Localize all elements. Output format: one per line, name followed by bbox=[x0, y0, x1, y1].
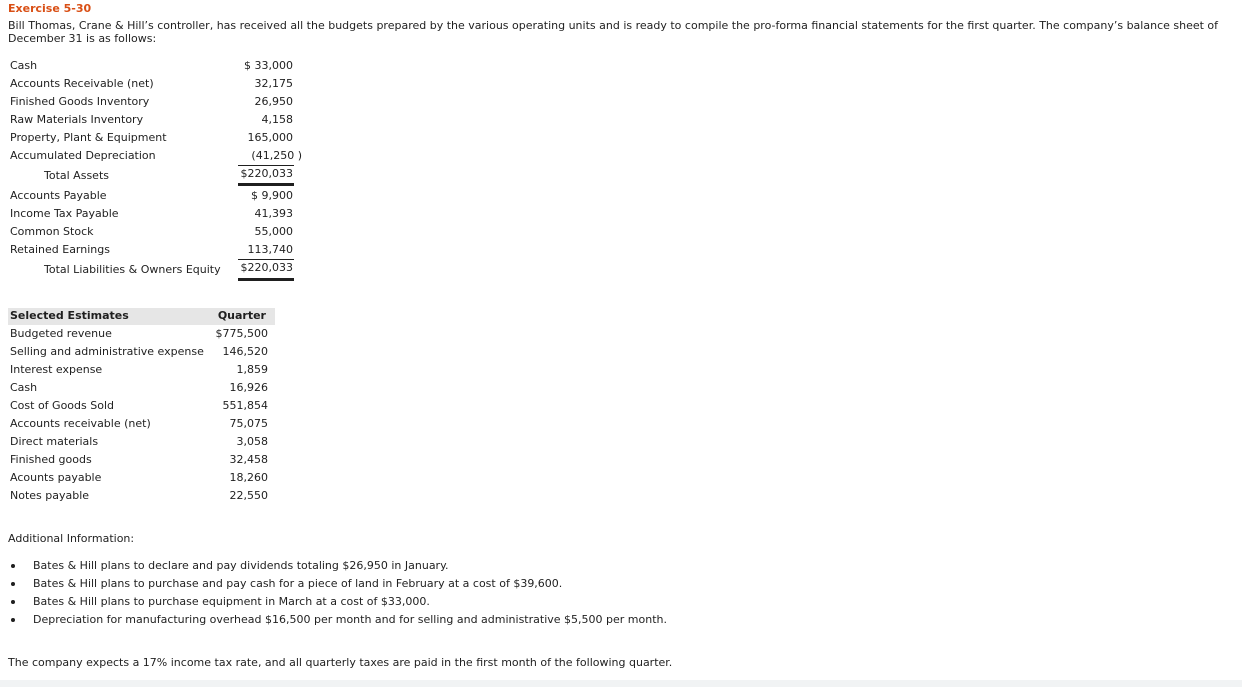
estimate-value: 1,859 bbox=[236, 363, 268, 376]
bs-value-total-liab: $220,033 bbox=[240, 261, 293, 274]
bs-value-accum-dep: (41,250 ) bbox=[251, 149, 302, 162]
estimate-value: $775,500 bbox=[215, 327, 268, 340]
bullet-icon bbox=[11, 582, 15, 586]
bs-label-total-liab: Total Liabilities & Owners Equity bbox=[44, 263, 221, 276]
estimates-header-value: Quarter bbox=[217, 309, 266, 322]
double-underline bbox=[238, 183, 294, 186]
bs-label-fg: Finished Goods Inventory bbox=[10, 95, 150, 108]
estimate-label: Selling and administrative expense bbox=[10, 345, 204, 358]
bullet-icon bbox=[11, 600, 15, 604]
bs-value-ppe: 165,000 bbox=[247, 131, 293, 144]
bs-label-cs: Common Stock bbox=[10, 225, 94, 238]
estimate-label: Budgeted revenue bbox=[10, 327, 112, 340]
bs-label-itp: Income Tax Payable bbox=[10, 207, 119, 220]
estimate-label: Direct materials bbox=[10, 435, 99, 448]
estimate-value: 32,458 bbox=[229, 453, 268, 466]
bs-value-ar: 32,175 bbox=[254, 77, 293, 90]
bs-value-cs: 55,000 bbox=[254, 225, 293, 238]
estimate-value: 18,260 bbox=[229, 471, 268, 484]
bs-value-rm: 4,158 bbox=[261, 113, 293, 126]
bs-label-rm: Raw Materials Inventory bbox=[10, 113, 144, 126]
intro-paragraph: Bill Thomas, Crane & Hill’s controller, has received all the budgets prepared by the various operating units and is ready to compile the pro-forma financial statements for the first quarter. The company’s balance sheet of December 31 is as follows: bbox=[8, 19, 1219, 45]
bs-value-cash: $ 33,000 bbox=[244, 59, 293, 72]
page-bottom-bar bbox=[0, 680, 1242, 687]
bs-value-fg: 26,950 bbox=[254, 95, 293, 108]
bs-value-total-assets: $220,033 bbox=[240, 167, 293, 180]
estimate-value: 75,075 bbox=[229, 417, 268, 430]
estimate-label: Cash bbox=[10, 381, 38, 394]
estimate-label: Interest expense bbox=[10, 363, 103, 376]
double-underline bbox=[238, 278, 294, 281]
bullet-text: Bates & Hill plans to purchase and pay cash for a piece of land in February at a cost of $39,600. bbox=[33, 577, 563, 590]
bs-label-ap: Accounts Payable bbox=[10, 189, 107, 202]
bullet-icon bbox=[11, 564, 15, 568]
additional-info-heading: Additional Information: bbox=[8, 532, 135, 545]
estimate-label: Acounts payable bbox=[10, 471, 102, 484]
estimate-value: 146,520 bbox=[222, 345, 268, 358]
bullet-text: Depreciation for manufacturing overhead $16,500 per month and for selling and administrative $5,500 per month. bbox=[33, 613, 667, 626]
bullet-icon bbox=[11, 618, 15, 622]
bullet-text: Bates & Hill plans to declare and pay dividends totaling $26,950 in January. bbox=[33, 559, 449, 572]
exercise-title: Exercise 5-30 bbox=[8, 2, 92, 15]
estimate-value: 3,058 bbox=[236, 435, 268, 448]
bs-value-ap: $ 9,900 bbox=[251, 189, 293, 202]
footer-note: The company expects a 17% income tax rate, and all quarterly taxes are paid in the first month of the following quarter. bbox=[8, 656, 673, 669]
bullet-text: Bates & Hill plans to purchase equipment in March at a cost of $33,000. bbox=[33, 595, 430, 608]
estimate-value: 16,926 bbox=[229, 381, 268, 394]
bs-label-cash: Cash bbox=[10, 59, 38, 72]
bs-label-ppe: Property, Plant & Equipment bbox=[10, 131, 167, 144]
bs-label-re: Retained Earnings bbox=[10, 243, 110, 256]
estimate-value: 22,550 bbox=[229, 489, 268, 502]
estimate-label: Notes payable bbox=[10, 489, 90, 502]
estimate-label: Accounts receivable (net) bbox=[10, 417, 151, 430]
estimate-label: Finished goods bbox=[10, 453, 92, 466]
bs-label-accum-dep: Accumulated Depreciation bbox=[10, 149, 156, 162]
estimate-value: 551,854 bbox=[222, 399, 268, 412]
estimates-header-label: Selected Estimates bbox=[10, 309, 129, 322]
estimate-label: Cost of Goods Sold bbox=[10, 399, 114, 412]
bs-label-total-assets: Total Assets bbox=[44, 169, 109, 182]
bs-value-itp: 41,393 bbox=[254, 207, 293, 220]
bs-label-ar: Accounts Receivable (net) bbox=[10, 77, 154, 90]
bs-value-re: 113,740 bbox=[247, 243, 293, 256]
